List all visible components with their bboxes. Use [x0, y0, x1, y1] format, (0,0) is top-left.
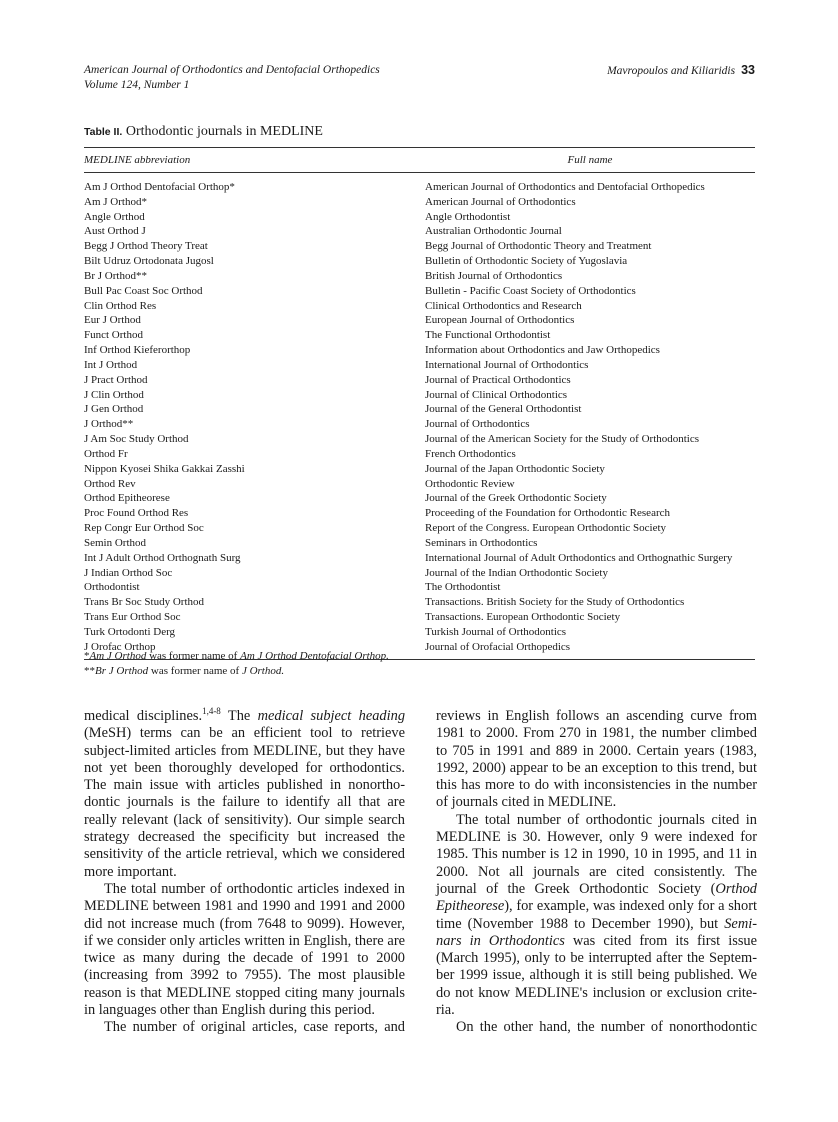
- footnote-new-name: J Orthod.: [241, 665, 285, 677]
- text-line: Epitheorese), for example, was indexed only for a short: [436, 898, 757, 915]
- abbreviation-cell: Orthodontist: [84, 581, 140, 594]
- table-row: [84, 432, 755, 447]
- abbreviation-cell: Bull Pac Coast Soc Orthod: [84, 284, 203, 297]
- table-label: Table II.: [84, 126, 123, 138]
- text-line: journal of the Greek Orthodontic Society (Orthod: [436, 880, 757, 897]
- full-name-cell: Angle Orthodontist: [425, 210, 511, 223]
- text-line: MEDLINE is 30. However, only 9 were indexed for: [436, 829, 757, 846]
- citation-superscript: 1,4-8: [202, 706, 221, 717]
- abbreviation-cell: Bilt Udruz Ortodonata Jugosl: [84, 255, 214, 268]
- table-row: [84, 180, 755, 195]
- full-name-cell: Journal of the American Society for the Study of Orthodontics: [425, 433, 700, 446]
- table-row: [84, 521, 755, 536]
- text-line: 1985. This number is 12 in 1990, 10 in 1995, and 11 in: [436, 846, 757, 863]
- running-header-right: [607, 63, 755, 79]
- table-header: [84, 148, 755, 173]
- text-line: The total number of orthodontic journals cited in: [456, 811, 757, 828]
- table-row: [84, 417, 755, 432]
- text-line: do not know MEDLINE's inclusion or exclusion crite-: [436, 984, 757, 1001]
- text-line: 1981 to 2000. From 270 in 1981, the number climbed: [436, 725, 757, 742]
- journals-table: [84, 147, 755, 660]
- body-column-left: [84, 708, 405, 1037]
- text-line: time (November 1988 to December 1990), but Semi-: [436, 915, 757, 932]
- text-line: (MeSH) terms can be an efficient tool to retrieve: [84, 725, 405, 742]
- abbreviation-cell: Rep Congr Eur Orthod Soc: [84, 522, 204, 535]
- abbreviation-cell: Br J Orthod**: [84, 269, 147, 282]
- table-row: [84, 313, 755, 328]
- full-name-cell: Clinical Orthodontics and Research: [425, 299, 582, 312]
- full-name-cell: Journal of Orthodontics: [425, 418, 530, 431]
- table-body: [84, 173, 755, 659]
- body-column-right: [436, 708, 757, 1037]
- text-line: The main issue with articles published in nonortho-: [84, 777, 405, 794]
- footnote-text: was former name of: [146, 650, 241, 662]
- column-header-full-name: Full name: [567, 154, 613, 166]
- table-row: [84, 625, 755, 640]
- full-name-cell: Bulletin - Pacific Coast Society of Orthodontics: [425, 284, 636, 297]
- text-line: strategy decreased the specificity but increased the: [84, 829, 405, 846]
- abbreviation-cell: Am J Orthod*: [84, 195, 147, 208]
- table-row: [84, 595, 755, 610]
- full-name-cell: American Journal of Orthodontics: [425, 195, 576, 208]
- footnote-mark: *: [84, 650, 90, 662]
- table-row: [84, 343, 755, 358]
- footnote-text: was former name of: [148, 665, 242, 677]
- text-line: 1992, 2000) appear to be an exception to this trend, but: [436, 759, 757, 776]
- abbreviation-cell: Begg J Orthod Theory Treat: [84, 240, 208, 253]
- full-name-cell: Journal of the General Orthodontist: [425, 403, 582, 416]
- text-line: sensitivity of the article retrieval, which we considered: [84, 846, 405, 863]
- abbreviation-cell: Eur J Orthod: [84, 314, 141, 327]
- footnote-new-name: Am J Orthod Dentofacial Orthop.: [240, 650, 389, 662]
- text-line: did not increase much (from 7648 to 9099). However,: [84, 915, 405, 932]
- footnote-old-name: Am J Orthod: [89, 650, 147, 662]
- abbreviation-cell: Aust Orthod J: [84, 225, 146, 238]
- text-line: reviews in English follows an ascending curve from: [436, 708, 757, 724]
- text-line: ria.: [436, 1002, 455, 1019]
- abbreviation-cell: Am J Orthod Dentofacial Orthop*: [84, 181, 235, 193]
- table-row: [84, 388, 755, 403]
- abbreviation-cell: J Pract Orthod: [84, 373, 148, 386]
- table-row: [84, 299, 755, 314]
- abbreviation-cell: J Clin Orthod: [84, 388, 144, 401]
- full-name-cell: Journal of Clinical Orthodontics: [425, 388, 568, 401]
- italic-text: nars in Orthodontics: [436, 932, 565, 949]
- footnote-old-name: Br J Orthod: [95, 665, 149, 677]
- italic-text: Orthod: [715, 880, 757, 897]
- table-row: [84, 402, 755, 417]
- text-line: reason is that MEDLINE stopped citing many journals: [84, 984, 405, 1001]
- full-name-cell: French Orthodontics: [425, 447, 516, 460]
- abbreviation-cell: Nippon Kyosei Shika Gakkai Zasshi: [84, 462, 245, 475]
- full-name-cell: Australian Orthodontic Journal: [425, 225, 562, 238]
- italic-text: Epitheorese: [436, 898, 505, 915]
- abbreviation-cell: Inf Orthod Kieferorthop: [84, 344, 191, 357]
- full-name-cell: Turkish Journal of Orthodontics: [425, 625, 567, 638]
- text-line: On the other hand, the number of nonorthodontic: [456, 1019, 757, 1036]
- table-row: [84, 447, 755, 462]
- table-row: [84, 551, 755, 566]
- full-name-cell: Journal of the Greek Orthodontic Society: [425, 492, 607, 505]
- full-name-cell: International Journal of Adult Orthodontics and Orthognathic Surgery: [425, 551, 733, 564]
- page-number: 33: [741, 63, 755, 77]
- footnote: [84, 664, 389, 679]
- text-line: MEDLINE between 1981 and 1990 and 1991 and 2000: [84, 898, 405, 915]
- table-row: [84, 210, 755, 225]
- table-row: [84, 284, 755, 299]
- text-line: to 705 in 1991 and 889 in 2000. Certain years (1983,: [436, 742, 757, 759]
- abbreviation-cell: Funct Orthod: [84, 329, 143, 342]
- table-row: [84, 610, 755, 625]
- table-caption: [84, 124, 323, 140]
- abbreviation-cell: Semin Orthod: [84, 536, 147, 549]
- footnote: [84, 649, 389, 664]
- full-name-cell: Report of the Congress. European Orthodontic Society: [425, 522, 667, 535]
- text-line: (increasing from 3992 to 7955). The most plausible: [84, 967, 405, 984]
- table-title: Orthodontic journals in MEDLINE: [125, 124, 323, 139]
- table-row: [84, 477, 755, 492]
- full-name-cell: Journal of the Indian Orthodontic Society: [425, 566, 608, 579]
- text-line: The total number of orthodontic articles indexed in: [104, 880, 405, 897]
- abbreviation-cell: Int J Adult Orthod Orthognath Surg: [84, 551, 241, 564]
- text-line: ber 1999 issue, although it is still being published. We: [436, 967, 757, 984]
- text-line: of journals cited in MEDLINE.: [436, 794, 617, 811]
- text-line: (March 1995), only to be interrupted after the Septem-: [436, 950, 757, 967]
- table-row: [84, 462, 755, 477]
- abbreviation-cell: Clin Orthod Res: [84, 299, 157, 312]
- text-line: subject-limited articles from MEDLINE, but they have: [84, 742, 405, 759]
- abbreviation-cell: J Indian Orthod Soc: [84, 566, 173, 579]
- abbreviation-cell: Turk Ortodonti Derg: [84, 625, 176, 638]
- abbreviation-cell: J Orofac Orthop: [84, 640, 156, 653]
- table-row: [84, 358, 755, 373]
- running-header-left: [84, 63, 380, 93]
- abbreviation-cell: J Gen Orthod: [84, 403, 144, 416]
- full-name-cell: The Functional Orthodontist: [425, 329, 551, 342]
- text-line: this has more to do with inconsistencies in the number: [436, 777, 757, 794]
- full-name-cell: Orthodontic Review: [425, 477, 515, 490]
- full-name-cell: Begg Journal of Orthodontic Theory and Treatment: [425, 240, 652, 253]
- authors: Mavropoulos and Kiliaridis: [607, 65, 736, 77]
- abbreviation-cell: Angle Orthod: [84, 210, 145, 223]
- full-name-cell: Information about Orthodontics and Jaw Orthopedics: [425, 344, 660, 357]
- full-name-cell: Journal of Orofacial Orthopedics: [425, 640, 571, 653]
- full-name-cell: American Journal of Orthodontics and Dentofacial Orthopedics: [425, 181, 705, 193]
- text-line: if we consider only articles written in English, there are: [84, 932, 405, 949]
- abbreviation-cell: J Am Soc Study Orthod: [84, 433, 189, 446]
- table-footnotes: [84, 649, 389, 679]
- abbreviation-cell: J Orthod**: [84, 418, 134, 431]
- full-name-cell: Seminars in Orthodontics: [425, 536, 538, 549]
- text-line: not yet been thoroughly developed for orthodontics.: [84, 759, 405, 776]
- table-row: [84, 580, 755, 595]
- full-name-cell: European Journal of Orthodontics: [425, 314, 575, 327]
- full-name-cell: Transactions. European Orthodontic Society: [425, 611, 621, 624]
- journal-name: American Journal of Orthodontics and Dentofacial Orthopedics: [84, 64, 380, 76]
- column-header-abbreviation: MEDLINE abbreviation: [84, 154, 191, 166]
- table-row: [84, 224, 755, 239]
- full-name-cell: International Journal of Orthodontics: [425, 358, 589, 371]
- abbreviation-cell: Int J Orthod: [84, 358, 138, 371]
- table-row: [84, 566, 755, 581]
- table-row: [84, 506, 755, 521]
- full-name-cell: Journal of Practical Orthodontics: [425, 373, 571, 386]
- table-row: [84, 328, 755, 343]
- text-line: in languages other than English during this period.: [84, 1002, 375, 1019]
- text-line: medical disciplines.$^{1,4-8}$ The medical subject heading: [84, 706, 406, 724]
- text-line: dontic journals is the failure to identify all that are: [84, 794, 405, 811]
- table-row: [84, 254, 755, 269]
- abbreviation-cell: Trans Br Soc Study Orthod: [84, 596, 204, 609]
- text-line: 2000. Not all journals are cited consistently. The: [436, 863, 757, 880]
- table-row: [84, 373, 755, 388]
- table-row: [84, 239, 755, 254]
- footnote-mark: **: [84, 665, 95, 677]
- full-name-cell: Bulletin of Orthodontic Society of Yugoslavia: [425, 255, 628, 268]
- full-name-cell: Transactions. British Society for the Study of Orthodontics: [425, 596, 685, 609]
- full-name-cell: British Journal of Orthodontics: [425, 269, 563, 282]
- full-name-cell: Journal of the Japan Orthodontic Society: [425, 462, 605, 475]
- abbreviation-cell: Orthod Fr: [84, 447, 128, 460]
- text-line: really relevant (lack of sensitivity). Our simple search: [84, 811, 405, 828]
- table-row: [84, 195, 755, 210]
- abbreviation-cell: Orthod Epitheorese: [84, 492, 170, 505]
- abbreviation-cell: Trans Eur Orthod Soc: [84, 611, 181, 624]
- volume-number: Volume 124, Number 1: [84, 79, 190, 91]
- full-name-cell: Proceeding of the Foundation for Orthodontic Research: [425, 507, 670, 520]
- table-row: [84, 269, 755, 284]
- italic-text: Semi-: [724, 915, 757, 932]
- text-line: nars in Orthodontics was cited from its first issue: [436, 932, 758, 949]
- full-name-cell: The Orthodontist: [425, 581, 501, 594]
- text-line: twice as many during the decade of 1991 to 2000: [84, 950, 405, 967]
- text-line: The number of original articles, case reports, and: [104, 1019, 405, 1036]
- table-row: [84, 491, 755, 506]
- text-line: more important.: [84, 863, 177, 880]
- table-row: [84, 536, 755, 551]
- italic-text: medical subject heading: [257, 708, 406, 724]
- abbreviation-cell: Orthod Rev: [84, 477, 136, 490]
- abbreviation-cell: Proc Found Orthod Res: [84, 507, 189, 520]
